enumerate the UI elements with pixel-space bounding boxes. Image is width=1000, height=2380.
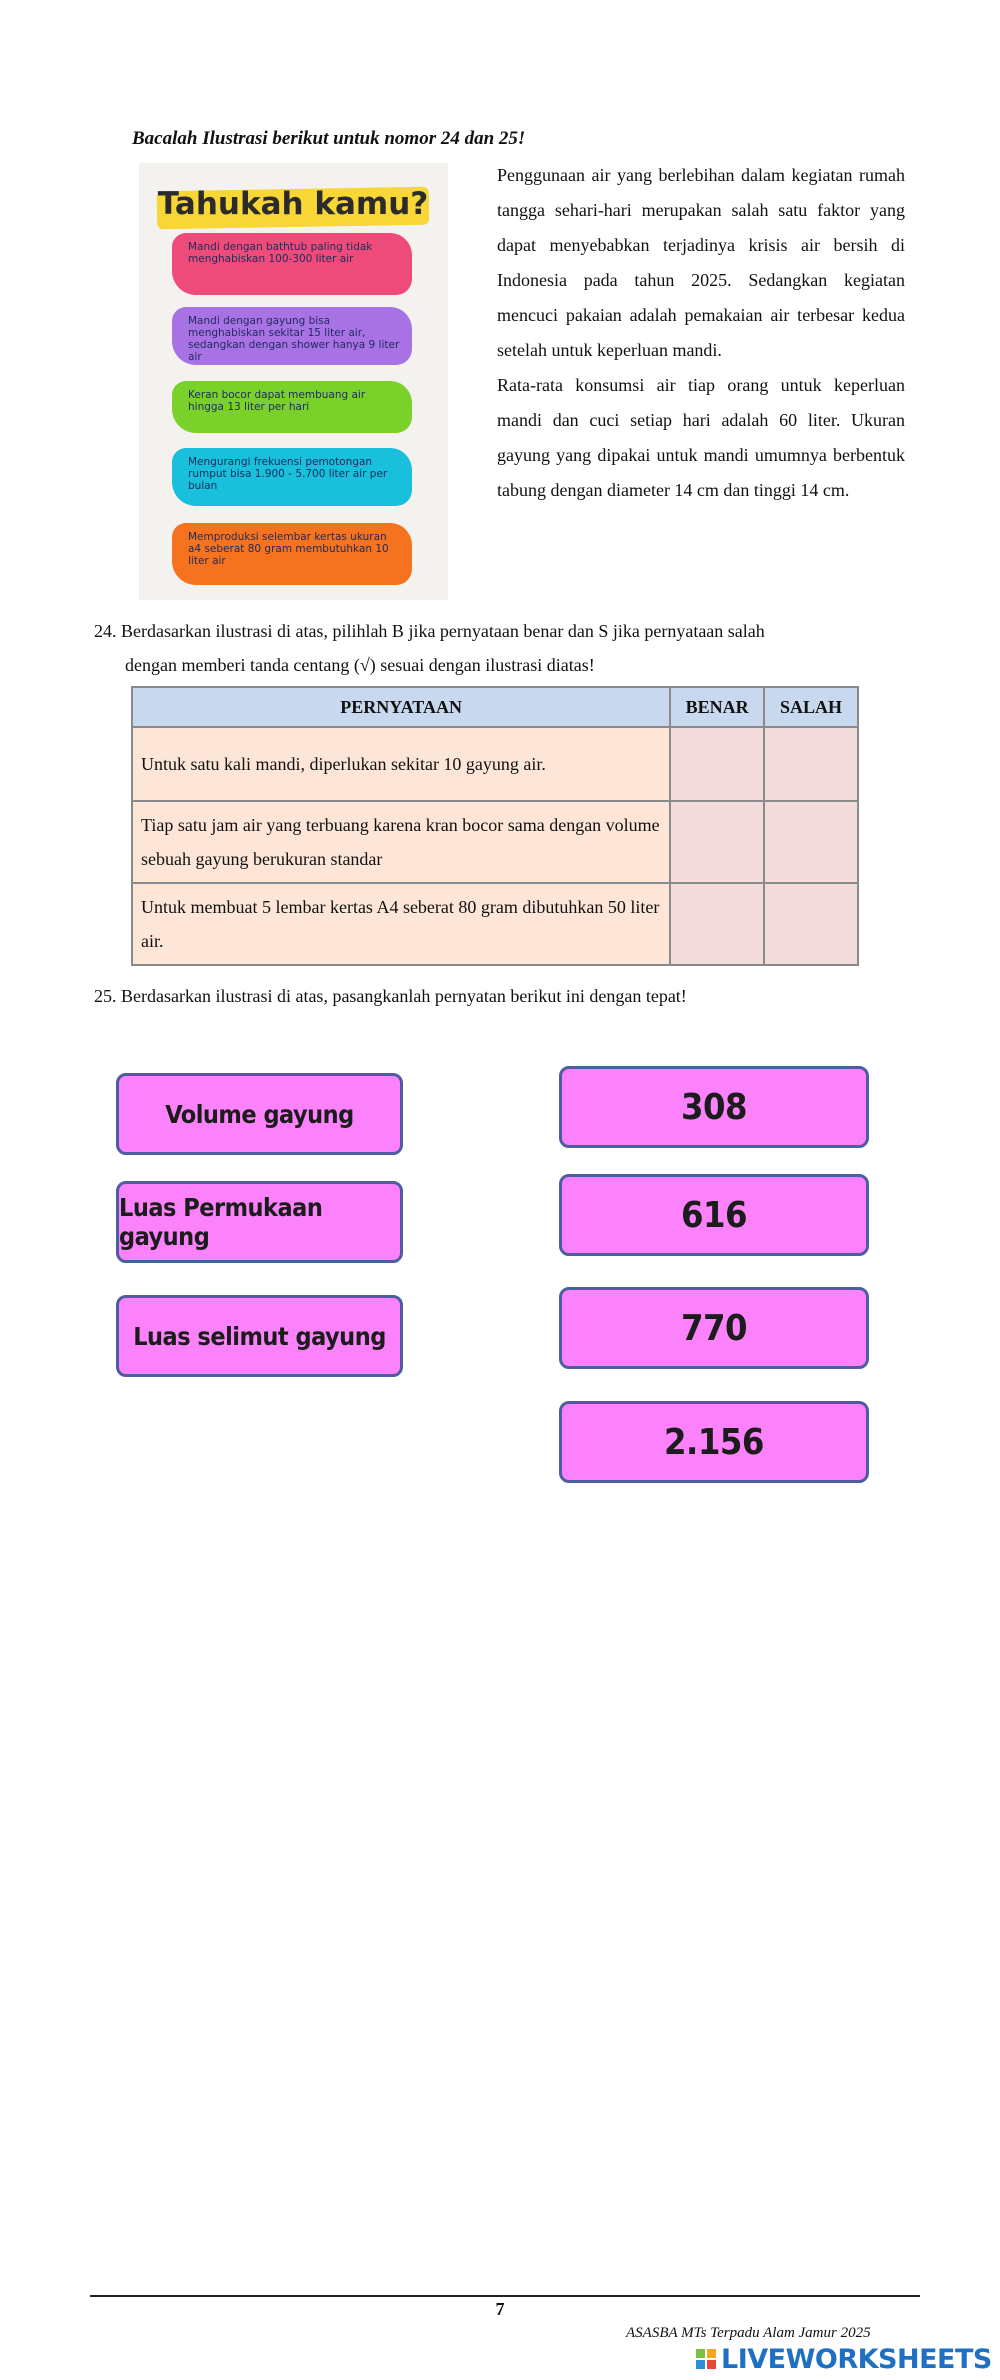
- salah-cell-1[interactable]: [764, 727, 858, 801]
- header-salah: SALAH: [764, 687, 858, 727]
- infographic-title: Tahukah kamu?: [157, 183, 429, 229]
- table-header-row: [132, 687, 858, 727]
- fact-gayung: Mandi dengan gayung bisa menghabiskan sekitar 15 liter air, sedangkan dengan shower hanya 9 liter air: [172, 307, 412, 365]
- fact-rumput: Mengurangi frekuensi pemotongan rumput bisa 1.900 - 5.700 liter air per bulan: [172, 448, 412, 506]
- statement-2: Tiap satu jam air yang terbuang karena kran bocor sama dengan volume sebuah gayung berukuran standar: [132, 801, 670, 883]
- match-left-volume[interactable]: Volume gayung: [116, 1073, 403, 1155]
- question-24: [94, 614, 914, 682]
- header-benar: BENAR: [670, 687, 764, 727]
- match-left-luas-permukaan[interactable]: Luas Permukaan gayung: [116, 1181, 403, 1263]
- match-right-2156[interactable]: 2.156: [559, 1401, 869, 1483]
- match-right-308[interactable]: 308: [559, 1066, 869, 1148]
- match-left-luas-selimut[interactable]: Luas selimut gayung: [116, 1295, 403, 1377]
- table-row: [132, 801, 858, 883]
- statement-3: Untuk membuat 5 lembar kertas A4 seberat 80 gram dibutuhkan 50 liter air.: [132, 883, 670, 965]
- reading-text: [497, 158, 905, 508]
- question-25: 25. Berdasarkan ilustrasi di atas, pasangkanlah pernyatan berikut ini dengan tepat!: [94, 986, 687, 1006]
- footer-divider: [90, 2295, 920, 2297]
- table-row: [132, 883, 858, 965]
- benar-cell-2[interactable]: [670, 801, 764, 883]
- reading-heading: Bacalah Ilustrasi berikut untuk nomor 24 dan 25!: [132, 128, 526, 149]
- footer-caption: ASASBA MTs Terpadu Alam Jamur 2025: [626, 2325, 871, 2341]
- question-24-line-1: 24. Berdasarkan ilustrasi di atas, pilihlah B jika pernyataan benar dan S jika pernyataan salah: [94, 621, 765, 641]
- paragraph-1: Penggunaan air yang berlebihan dalam kegiatan rumah tangga sehari-hari merupakan salah satu faktor yang dapat menyebabkan terjadinya krisis air bersih di Indonesia pada tahun 2025. Sedangkan kegiatan mencuci pakaian adalah pemakaian air terbesar kedua setelah untuk keperluan mandi.: [497, 165, 905, 360]
- match-right-616[interactable]: 616: [559, 1174, 869, 1256]
- statement-table: [131, 686, 859, 966]
- fact-keran: Keran bocor dapat membuang air hingga 13 liter per hari: [172, 381, 412, 433]
- salah-cell-2[interactable]: [764, 801, 858, 883]
- table-row: [132, 727, 858, 801]
- match-right-770[interactable]: 770: [559, 1287, 869, 1369]
- fact-kertas: Memproduksi selembar kertas ukuran a4 seberat 80 gram membutuhkan 10 liter air: [172, 523, 412, 585]
- header-pernyataan: PERNYATAAN: [132, 687, 670, 727]
- benar-cell-3[interactable]: [670, 883, 764, 965]
- fact-bathtub: Mandi dengan bathtub paling tidak menghabiskan 100-300 liter air: [172, 233, 412, 295]
- liveworksheets-logo[interactable]: [695, 2342, 992, 2376]
- question-24-line-2: dengan memberi tanda centang (√) sesuai dengan ilustrasi diatas!: [125, 655, 595, 675]
- paragraph-2: Rata-rata konsumsi air tiap orang untuk keperluan mandi dan cuci setiap hari adalah 60 liter. Ukuran gayung yang dipakai untuk mandi umumnya berbentuk tabung dengan diameter 14 cm dan tinggi 14 cm.: [497, 375, 905, 500]
- statement-1: Untuk satu kali mandi, diperlukan sekitar 10 gayung air.: [132, 727, 670, 801]
- liveworksheets-icon: [695, 2348, 717, 2370]
- salah-cell-3[interactable]: [764, 883, 858, 965]
- infographic-image: [139, 163, 448, 600]
- page-number: 7: [495, 2299, 505, 2319]
- benar-cell-1[interactable]: [670, 727, 764, 801]
- liveworksheets-wordmark: LIVEWORKSHEETS: [721, 2343, 992, 2375]
